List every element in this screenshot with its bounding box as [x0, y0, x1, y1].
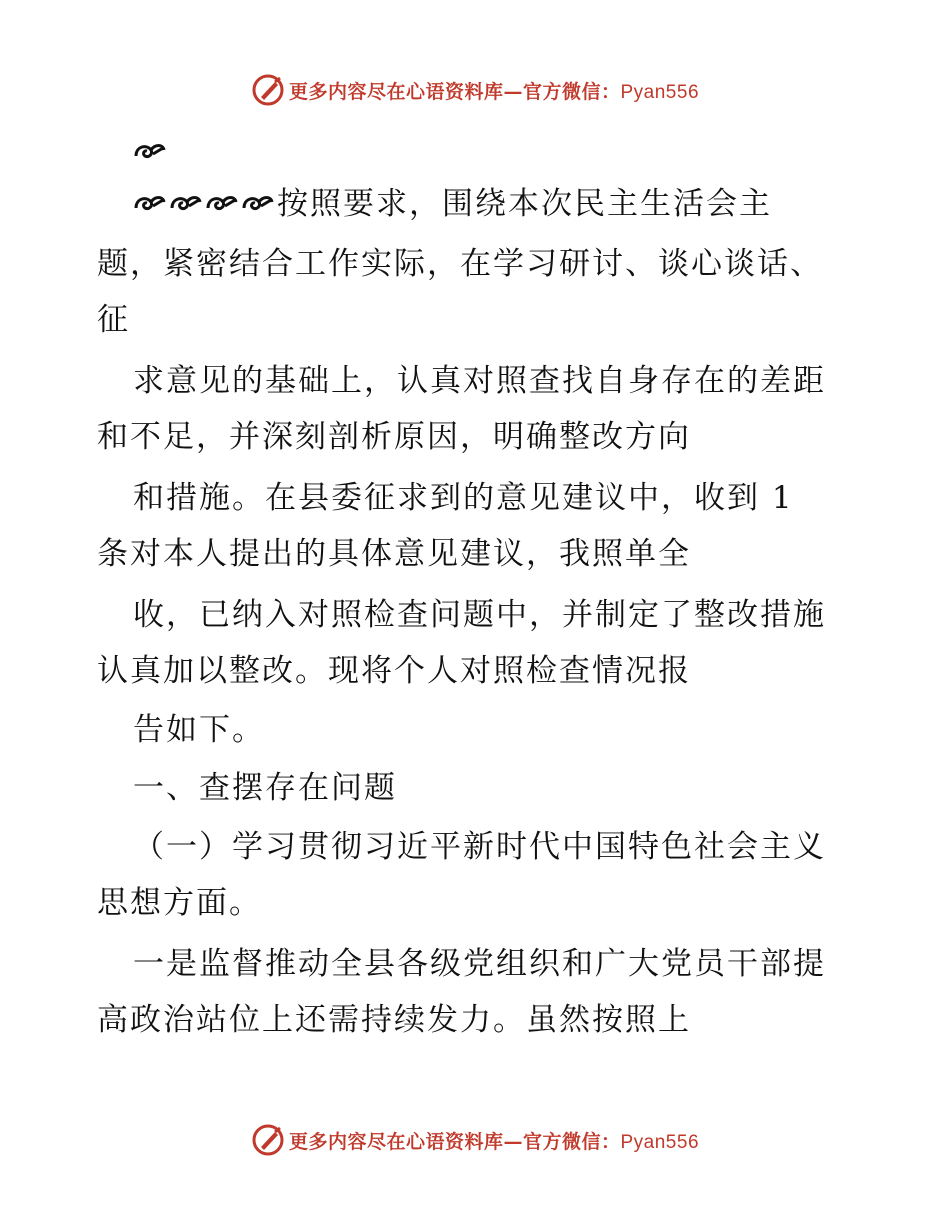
paragraph-line: 和不足，并深刻剖析原因，明确整改方向	[97, 419, 691, 455]
pen-logo-icon	[251, 73, 285, 107]
paragraph-line: 认真加以整改。现将个人对照检查情况报	[97, 653, 691, 689]
paragraph-line: 和措施。在县委征求到的意见建议中，收到 1	[133, 480, 794, 516]
pen-logo-icon	[251, 1123, 285, 1157]
ornament-line	[133, 132, 169, 172]
ornament-glyph-icon	[205, 192, 239, 216]
paragraph-line: 题，紧密结合工作实际，在学习研讨、谈心谈话、	[97, 246, 823, 282]
ornament-glyph-icon	[241, 192, 275, 216]
header-text: 更多内容尽在心语资料库—官方微信：Pyan556	[288, 80, 700, 103]
paragraph-line: 征	[97, 302, 130, 338]
paragraph-line: 一是监督推动全县各级党组织和广大党员干部提	[133, 946, 826, 982]
line-text: 按照要求，围绕本次民主生活会主	[277, 186, 772, 222]
paragraph-line: 高政治站位上还需持续发力。虽然按照上	[97, 1002, 691, 1038]
paragraph-line: 条对本人提出的具体意见建议，我照单全	[97, 536, 691, 572]
footer-text: 更多内容尽在心语资料库—官方微信：Pyan556	[288, 1130, 700, 1153]
footer-banner	[0, 1120, 950, 1160]
ornament-glyph-icon	[133, 140, 167, 164]
ornament-glyph-icon	[169, 192, 203, 216]
header-banner	[0, 70, 950, 110]
ornament-glyph-icon	[133, 192, 167, 216]
subsection-heading: （一）学习贯彻习近平新时代中国特色社会主义	[133, 829, 826, 865]
paragraph-line	[133, 184, 772, 224]
paragraph-line: 告如下。	[133, 712, 265, 748]
paragraph-line: 求意见的基础上，认真对照查找自身存在的差距	[133, 363, 826, 399]
paragraph-line: 收，已纳入对照检查问题中，并制定了整改措施	[133, 597, 826, 633]
section-heading: 一、查摆存在问题	[133, 770, 397, 806]
paragraph-line: 思想方面。	[97, 885, 262, 921]
